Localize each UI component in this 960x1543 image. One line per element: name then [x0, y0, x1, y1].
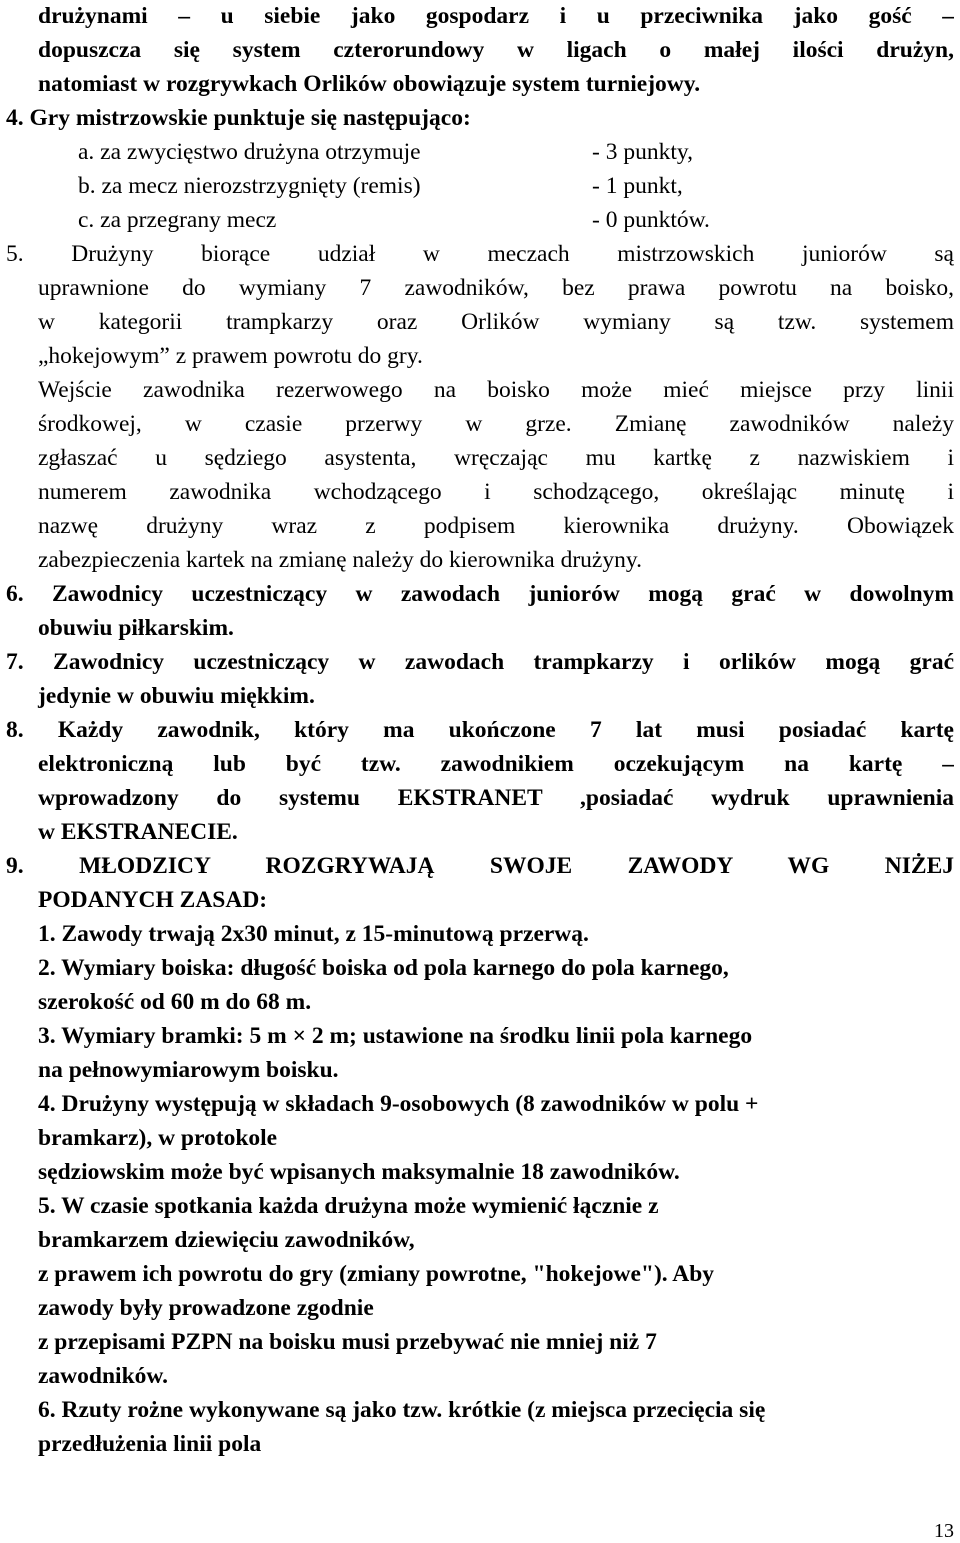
text-line: 5. W czasie spotkania każda drużyna może wymienić łącznie z: [38, 1193, 659, 1219]
text-line: zgłaszać u sędziego asystenta, wręczając mu kartkę z nazwiskiem i: [38, 445, 954, 471]
text-line: z prawem ich powrotu do gry (zmiany powrotne, "hokejowe"). Aby: [38, 1261, 715, 1287]
text-line: zawodników.: [38, 1363, 168, 1389]
text-line: bramkarz), w protokole: [38, 1125, 278, 1151]
text-line: 6. Zawodnicy uczestniczący w zawodach juniorów mogą grać w dowolnym: [6, 581, 954, 607]
text-line: 2. Wymiary boiska: długość boiska od pola karnego do pola karnego,: [38, 955, 729, 981]
section-heading: 4. Gry mistrzowskie punktuje się następująco:: [6, 105, 471, 131]
text-line: elektroniczną lub być tzw. zawodnikiem oczekującym na kartę –: [38, 751, 954, 777]
list-item-label: b. za mecz nierozstrzygnięty (remis): [78, 173, 421, 199]
section-heading: 9. MŁODZICY ROZGRYWAJĄ SWOJE ZAWODY WG NIŻEJ: [6, 853, 954, 879]
text-line: w kategorii trampkarzy oraz Orlików wymiany są tzw. systemem: [38, 309, 954, 335]
text-line: „hokejowym” z prawem powrotu do gry.: [38, 343, 423, 369]
text-line: 6. Rzuty rożne wykonywane są jako tzw. krótkie (z miejsca przecięcia się: [38, 1397, 766, 1423]
text-line: 4. Drużyny występują w składach 9-osobowych (8 zawodników w polu +: [38, 1091, 759, 1117]
text-line: 7. Zawodnicy uczestniczący w zawodach trampkarzy i orlików mogą grać: [6, 649, 954, 675]
list-item-value: - 1 punkt,: [592, 173, 683, 199]
text-line: 1. Zawody trwają 2x30 minut, z 15-minutową przerwą.: [38, 921, 589, 947]
text-line: uprawnione do wymiany 7 zawodników, bez prawa powrotu na boisko,: [38, 275, 954, 301]
text-line: szerokość od 60 m do 68 m.: [38, 989, 312, 1015]
text-line: wprowadzony do systemu EKSTRANET ,posiadać wydruk uprawnienia: [38, 785, 954, 811]
text-line: drużynami – u siebie jako gospodarz i u przeciwnika jako gość –: [38, 3, 954, 29]
text-line: 8. Każdy zawodnik, który ma ukończone 7 lat musi posiadać kartę: [6, 717, 954, 743]
text-line: obuwiu piłkarskim.: [38, 615, 234, 641]
text-line: 3. Wymiary bramki: 5 m × 2 m; ustawione na środku linii pola karnego: [38, 1023, 753, 1049]
list-item-label: c. za przegrany mecz: [78, 207, 277, 233]
text-line: zawody były prowadzone zgodnie: [38, 1295, 374, 1321]
text-line: 5. Drużyny biorące udział w meczach mistrzowskich juniorów są: [6, 241, 954, 267]
list-item-label: a. za zwycięstwo drużyna otrzymuje: [78, 139, 421, 165]
text-line: Wejście zawodnika rezerwowego na boisko może mieć miejsce przy linii: [38, 377, 954, 403]
text-line: w EKSTRANECIE.: [38, 819, 238, 845]
text-line: dopuszcza się system czterorundowy w ligach o małej ilości drużyn,: [38, 37, 954, 63]
section-heading: PODANYCH ZASAD:: [38, 887, 268, 913]
page-number: 13: [934, 1520, 954, 1542]
list-item-value: - 3 punkty,: [592, 139, 693, 165]
text-line: przedłużenia linii pola: [38, 1431, 262, 1457]
text-line: bramkarzem dziewięciu zawodników,: [38, 1227, 415, 1253]
text-line: numerem zawodnika wchodzącego i schodzącego, określając minutę i: [38, 479, 954, 505]
text-line: z przepisami PZPN na boisku musi przebywać nie mniej niż 7: [38, 1329, 657, 1355]
text-line: nazwę drużyny wraz z podpisem kierownika drużyny. Obowiązek: [38, 513, 954, 539]
text-line: jedynie w obuwiu miękkim.: [38, 683, 315, 709]
list-item-value: - 0 punktów.: [592, 207, 710, 233]
text-line: sędziowskim może być wpisanych maksymalnie 18 zawodników.: [38, 1159, 680, 1185]
text-line: środkowej, w czasie przerwy w grze. Zmianę zawodników należy: [38, 411, 954, 437]
text-line: na pełnowymiarowym boisku.: [38, 1057, 339, 1083]
text-line: natomiast w rozgrywkach Orlików obowiązuje system turniejowy.: [38, 71, 701, 97]
text-line: zabezpieczenia kartek na zmianę należy do kierownika drużyny.: [38, 547, 642, 573]
